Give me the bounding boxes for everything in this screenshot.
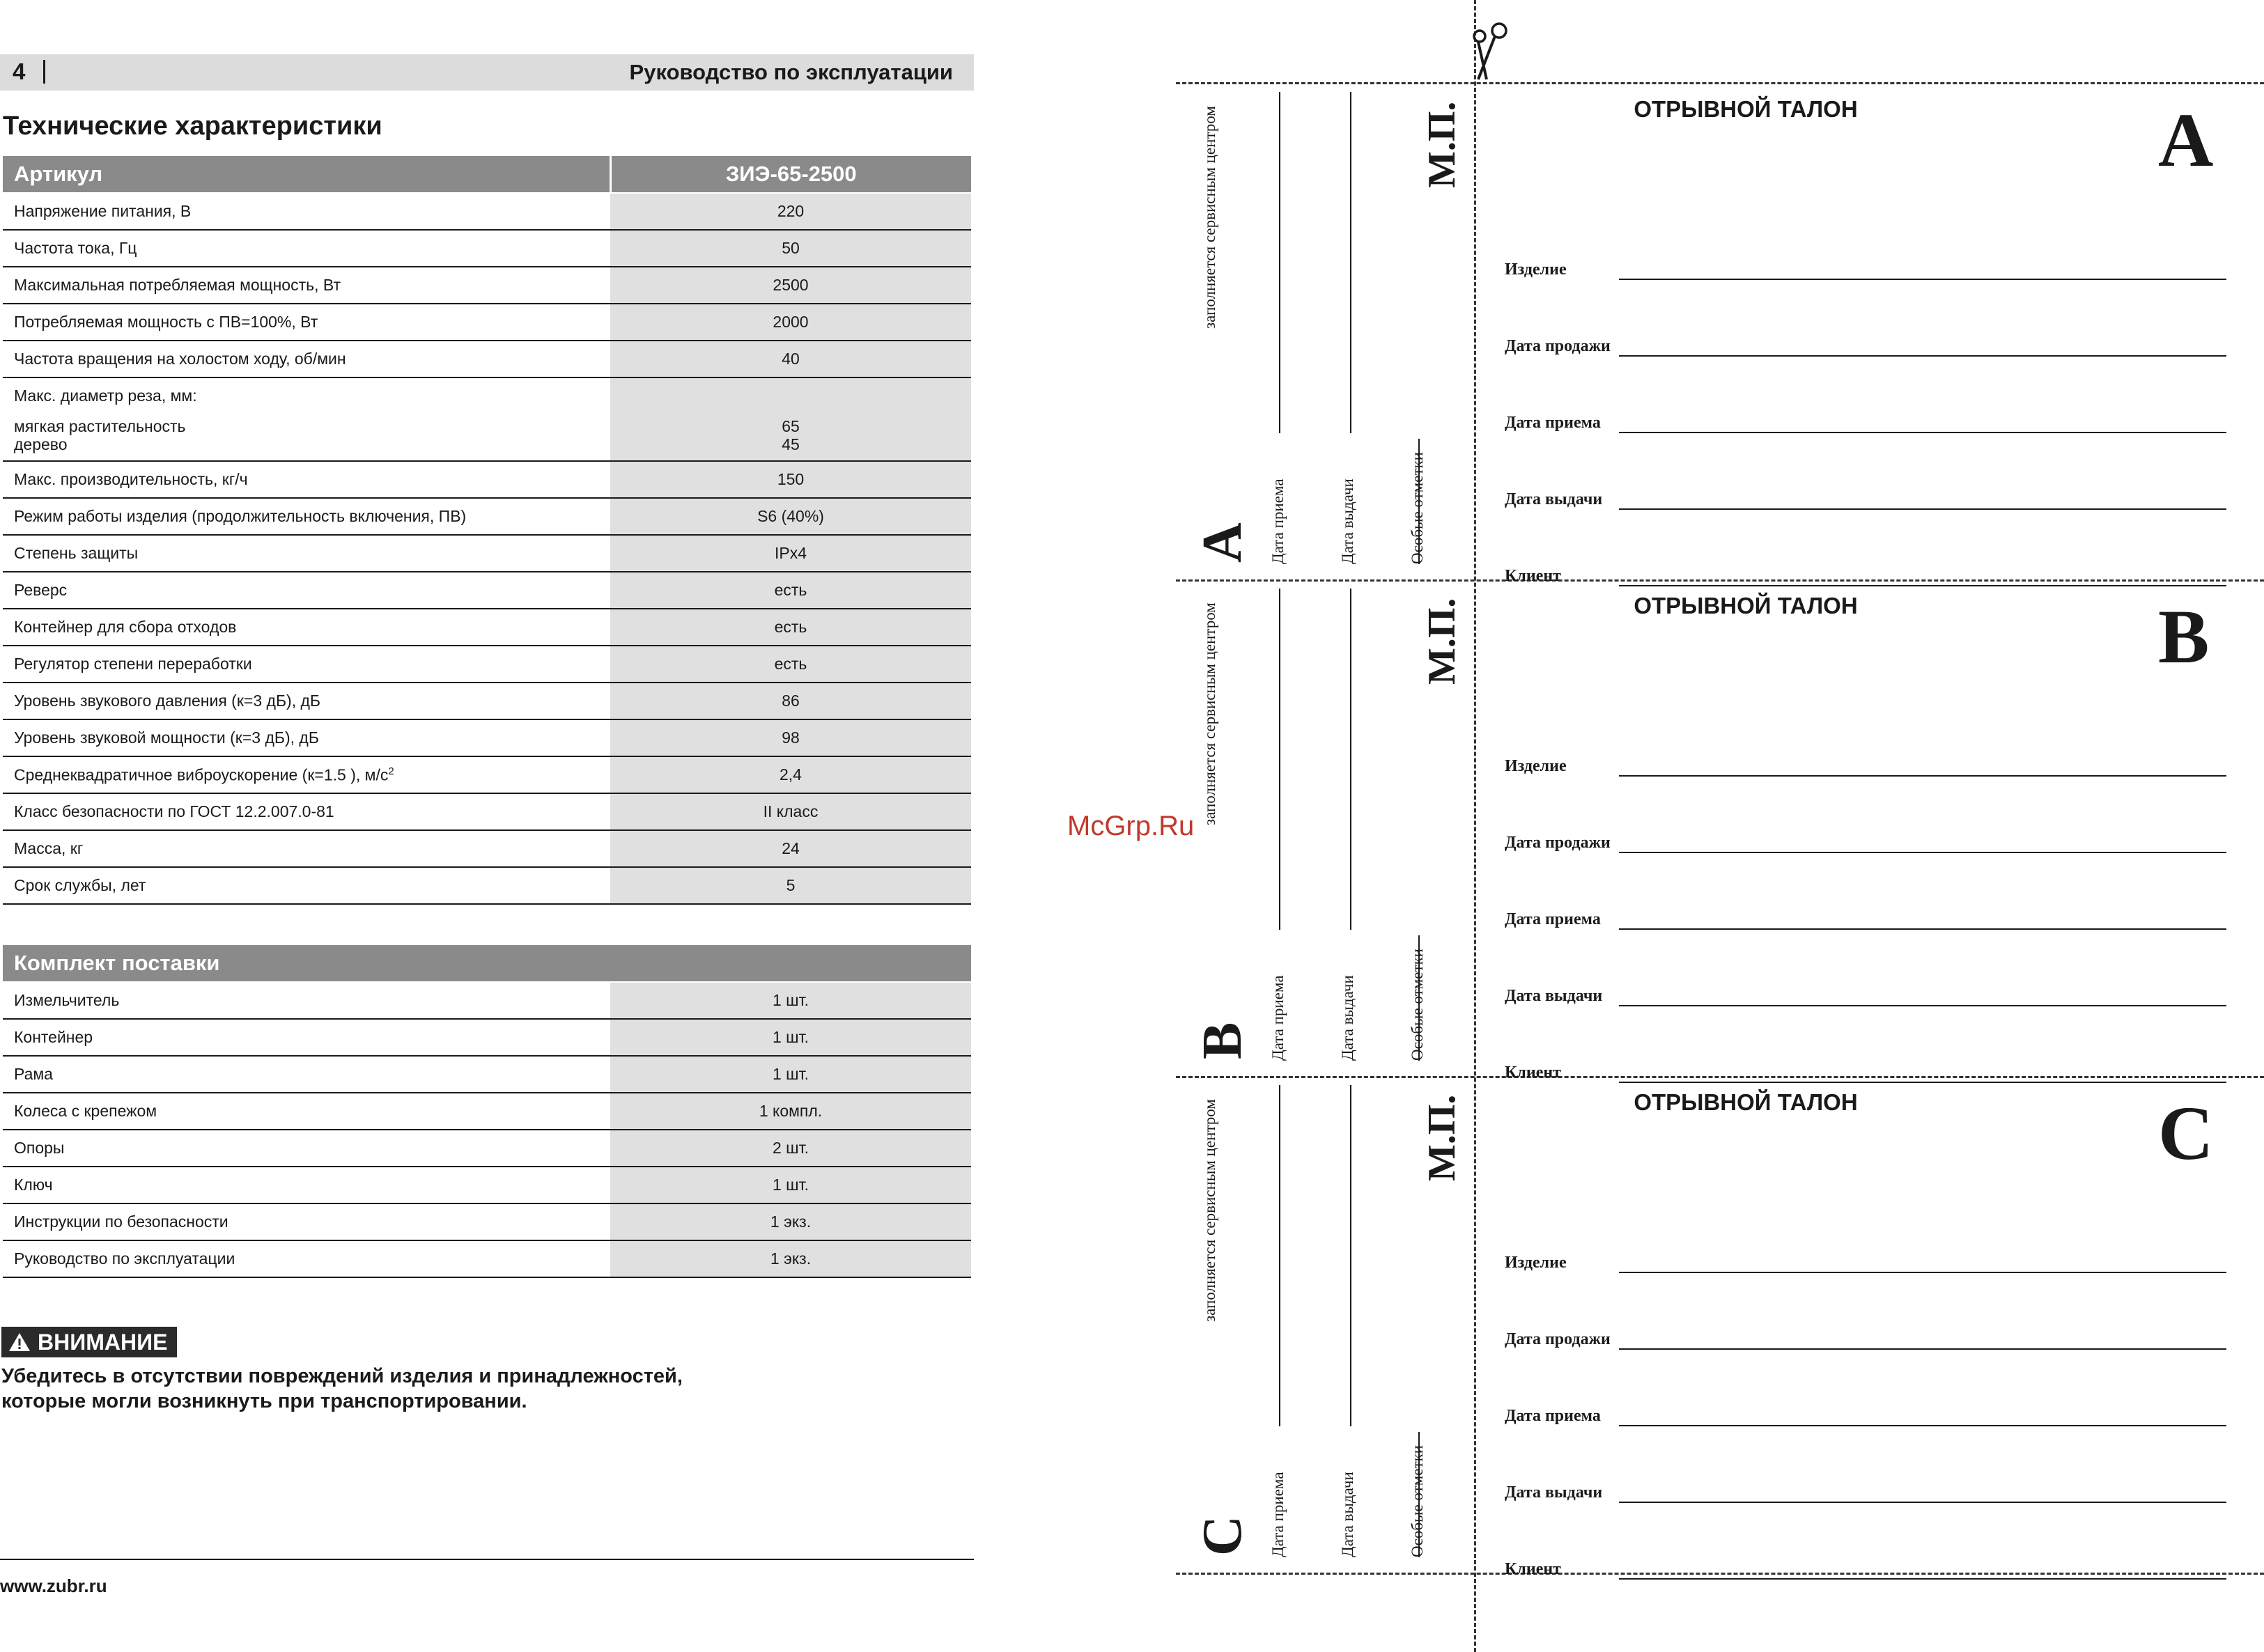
stub-line	[1279, 92, 1280, 433]
coupon-letter: A	[2158, 98, 2214, 182]
warning-text-line2: которые могли возникнуть при транспортировании.	[1, 1390, 527, 1412]
field-label: Дата выдачи	[1505, 1483, 1603, 1502]
table-row	[3, 498, 971, 535]
specs-col-name: Артикул	[3, 156, 610, 193]
table-row	[3, 867, 971, 904]
coupon-letter: B	[2158, 594, 2210, 679]
kit-name: Руководство по эксплуатации	[3, 1240, 610, 1277]
coupon-title-text: ОТРЫВНОЙ ТАЛОН	[1634, 1089, 1858, 1115]
stub-service-label: заполняется сервисным центром	[1201, 106, 1218, 329]
field-label: Дата приема	[1505, 1407, 1601, 1425]
spec-value: 2000	[610, 304, 971, 341]
spec-value: II класс	[610, 793, 971, 830]
field-input-line[interactable]	[1619, 775, 2226, 777]
spec-value: 5	[610, 867, 971, 904]
table-row	[3, 304, 971, 341]
field-label: Дата продажи	[1505, 337, 1611, 355]
field-input-line[interactable]	[1619, 432, 2226, 433]
stub-accept-date: Дата приема	[1269, 478, 1287, 564]
kit-value: 1 экз.	[610, 1240, 971, 1277]
warning-label: ВНИМАНИЕ	[38, 1329, 168, 1355]
spec-name-vibration	[3, 756, 610, 793]
table-row	[3, 982, 971, 1019]
cut-line-horizontal	[1176, 1076, 2264, 1078]
table-row-cut-diameter	[3, 377, 971, 461]
stub-service-label: заполняется сервисным центром	[1201, 1099, 1218, 1322]
table-row	[3, 1056, 971, 1093]
warning-badge	[1, 1327, 177, 1357]
field-input-line[interactable]	[1619, 852, 2226, 853]
table-row	[3, 461, 971, 498]
stub-letter: B	[1192, 1022, 1253, 1059]
field-label: Дата продажи	[1505, 1330, 1611, 1348]
stub-stamp: М.П.	[1420, 101, 1464, 188]
field-input-line[interactable]	[1619, 1578, 2226, 1580]
table-row	[3, 1093, 971, 1130]
kit-value: 1 шт.	[610, 982, 971, 1019]
spec-value: 150	[610, 461, 971, 498]
section-title-specs: Технические характеристики	[3, 111, 382, 141]
field-label: Клиент	[1505, 1560, 1561, 1578]
field-input-line[interactable]	[1619, 1348, 2226, 1350]
spec-name: Степень защиты	[3, 535, 610, 572]
stub-issue-date: Дата выдачи	[1339, 1472, 1356, 1557]
field-label: Изделие	[1505, 260, 1567, 279]
cut-item-soft: мягкая растительность	[14, 417, 186, 435]
kit-name: Опоры	[3, 1130, 610, 1167]
spec-value: есть	[610, 572, 971, 609]
field-label: Дата приема	[1505, 910, 1601, 928]
field-input-line[interactable]	[1619, 928, 2226, 930]
field-input-line[interactable]	[1619, 279, 2226, 280]
coupon-letter: C	[2158, 1091, 2214, 1176]
table-row	[3, 1130, 971, 1167]
field-label: Дата продажи	[1505, 834, 1611, 852]
spec-name: Напряжение питания, В	[3, 193, 610, 230]
table-row	[3, 572, 971, 609]
stub-notes: Особые отметки	[1409, 949, 1426, 1061]
field-label: Клиент	[1505, 1063, 1561, 1082]
spec-name: Срок службы, лет	[3, 867, 610, 904]
table-row	[3, 1203, 971, 1240]
spec-value: S6 (40%)	[610, 498, 971, 535]
watermark: McGrp.Ru	[1067, 811, 1195, 841]
field-input-line[interactable]	[1619, 585, 2226, 586]
spec-name: Режим работы изделия (продолжительность включения, ПВ)	[3, 498, 610, 535]
kit-value: 1 экз.	[610, 1203, 971, 1240]
field-input-line[interactable]	[1619, 1005, 2226, 1006]
spec-value: 50	[610, 230, 971, 267]
cut-line-vertical	[1474, 0, 1476, 1652]
table-row	[3, 267, 971, 304]
warning-text-line1: Убедитесь в отсутствии повреждений изделия и принадлежностей,	[1, 1365, 683, 1387]
kit-value: 1 шт.	[610, 1056, 971, 1093]
kit-name: Рама	[3, 1056, 610, 1093]
field-input-line[interactable]	[1619, 355, 2226, 357]
spec-name: Реверс	[3, 572, 610, 609]
table-row	[3, 793, 971, 830]
kit-value: 1 шт.	[610, 1019, 971, 1056]
spec-value: 98	[610, 719, 971, 756]
stub-issue-date: Дата выдачи	[1339, 975, 1356, 1061]
stub-issue-date: Дата выдачи	[1339, 478, 1356, 564]
kit-name: Инструкции по безопасности	[3, 1203, 610, 1240]
kit-table	[3, 945, 971, 1278]
warning-triangle-icon	[8, 1332, 31, 1352]
stub-letter: C	[1192, 1515, 1253, 1556]
scissors-icon	[1471, 21, 1510, 81]
spec-value: 220	[610, 193, 971, 230]
field-input-line[interactable]	[1619, 508, 2226, 510]
warning-text	[1, 1364, 768, 1414]
spec-name: Макс. производительность, кг/ч	[3, 461, 610, 498]
specs-header-row	[3, 156, 971, 193]
stub-line	[1350, 589, 1351, 930]
spec-value: IPx4	[610, 535, 971, 572]
spec-name: Контейнер для сбора отходов	[3, 609, 610, 646]
field-label: Изделие	[1505, 757, 1567, 775]
header-separator	[43, 60, 45, 84]
table-row	[3, 830, 971, 867]
table-row-vibration	[3, 756, 971, 793]
table-row	[3, 609, 971, 646]
manual-page	[0, 0, 975, 1652]
field-input-line[interactable]	[1619, 1425, 2226, 1426]
table-row	[3, 1019, 971, 1056]
spec-value: 40	[610, 341, 971, 377]
kit-value: 1 шт.	[610, 1167, 971, 1203]
specs-table	[3, 156, 971, 905]
field-label: Изделие	[1505, 1254, 1567, 1272]
kit-name: Колеса с крепежом	[3, 1093, 610, 1130]
spec-name: Уровень звукового давления (к=3 дБ), дБ	[3, 683, 610, 719]
cut-line-horizontal	[1176, 1573, 2264, 1575]
kit-value: 2 шт.	[610, 1130, 971, 1167]
stub-line	[1279, 589, 1280, 930]
table-row	[3, 230, 971, 267]
kit-name: Ключ	[3, 1167, 610, 1203]
field-input-line[interactable]	[1619, 1502, 2226, 1503]
stub-stamp: М.П.	[1420, 1094, 1464, 1181]
field-label: Дата приема	[1505, 414, 1601, 432]
page-number: 4	[13, 59, 26, 84]
spec-name: Максимальная потребляемая мощность, Вт	[3, 267, 610, 304]
header-title: Руководство по эксплуатации	[629, 60, 953, 84]
cut-line-horizontal	[1176, 82, 2264, 84]
table-row	[3, 1167, 971, 1203]
table-row	[3, 535, 971, 572]
cut-title: Макс. диаметр реза, мм:	[14, 387, 197, 405]
cut-value-wood: 45	[782, 435, 800, 453]
stub-notes: Особые отметки	[1409, 1445, 1426, 1557]
table-row	[3, 193, 971, 230]
stub-service-label: заполняется сервисным центром	[1201, 602, 1218, 825]
kit-name: Контейнер	[3, 1019, 610, 1056]
cut-value-soft: 65	[782, 417, 800, 435]
vibration-sup: 2	[388, 765, 394, 777]
field-label: Дата выдачи	[1505, 987, 1603, 1005]
specs-col-value: ЗИЭ-65-2500	[610, 156, 971, 193]
stub-stamp: М.П.	[1420, 598, 1464, 685]
coupon-title-text: ОТРЫВНОЙ ТАЛОН	[1634, 593, 1858, 618]
table-row	[3, 683, 971, 719]
table-row	[3, 646, 971, 683]
kit-title: Комплект поставки	[3, 945, 971, 982]
stub-line	[1350, 92, 1351, 433]
spec-value: есть	[610, 609, 971, 646]
stub-accept-date: Дата приема	[1269, 1472, 1287, 1557]
vibration-label: Среднеквадратичное виброускорение (к=1.5 ), м/с	[14, 765, 389, 784]
spec-name: Класс безопасности по ГОСТ 12.2.007.0-81	[3, 793, 610, 830]
spec-value: 2,4	[610, 756, 971, 793]
kit-value: 1 компл.	[610, 1093, 971, 1130]
stub-notes: Особые отметки	[1409, 452, 1426, 564]
footer-rule	[0, 1559, 974, 1560]
field-label: Дата выдачи	[1505, 490, 1603, 508]
spec-value: 24	[610, 830, 971, 867]
spec-name: Потребляемая мощность с ПВ=100%, Вт	[3, 304, 610, 341]
kit-name: Измельчитель	[3, 982, 610, 1019]
coupon-title-text: ОТРЫВНОЙ ТАЛОН	[1634, 96, 1858, 122]
spec-name: Частота вращения на холостом ходу, об/мин	[3, 341, 610, 377]
footer-url: www.zubr.ru	[0, 1575, 107, 1596]
cut-item-wood: дерево	[14, 435, 68, 453]
field-input-line[interactable]	[1619, 1082, 2226, 1083]
table-row	[3, 719, 971, 756]
spec-name: Частота тока, Гц	[3, 230, 610, 267]
stub-line	[1279, 1085, 1280, 1426]
stub-line	[1350, 1085, 1351, 1426]
spec-value-cut	[610, 377, 971, 461]
spec-value: есть	[610, 646, 971, 683]
stub-letter: A	[1192, 522, 1253, 563]
table-row	[3, 1240, 971, 1277]
field-input-line[interactable]	[1619, 1272, 2226, 1273]
spec-value: 2500	[610, 267, 971, 304]
spec-name: Уровень звуковой мощности (к=3 дБ), дБ	[3, 719, 610, 756]
cut-line-horizontal	[1176, 579, 2264, 582]
kit-header-row	[3, 945, 971, 982]
spec-value: 86	[610, 683, 971, 719]
spec-name: Регулятор степени переработки	[3, 646, 610, 683]
field-label: Клиент	[1505, 567, 1561, 585]
spec-name: Масса, кг	[3, 830, 610, 867]
table-row	[3, 341, 971, 377]
spec-name-cut	[3, 377, 610, 461]
stub-accept-date: Дата приема	[1269, 975, 1287, 1061]
